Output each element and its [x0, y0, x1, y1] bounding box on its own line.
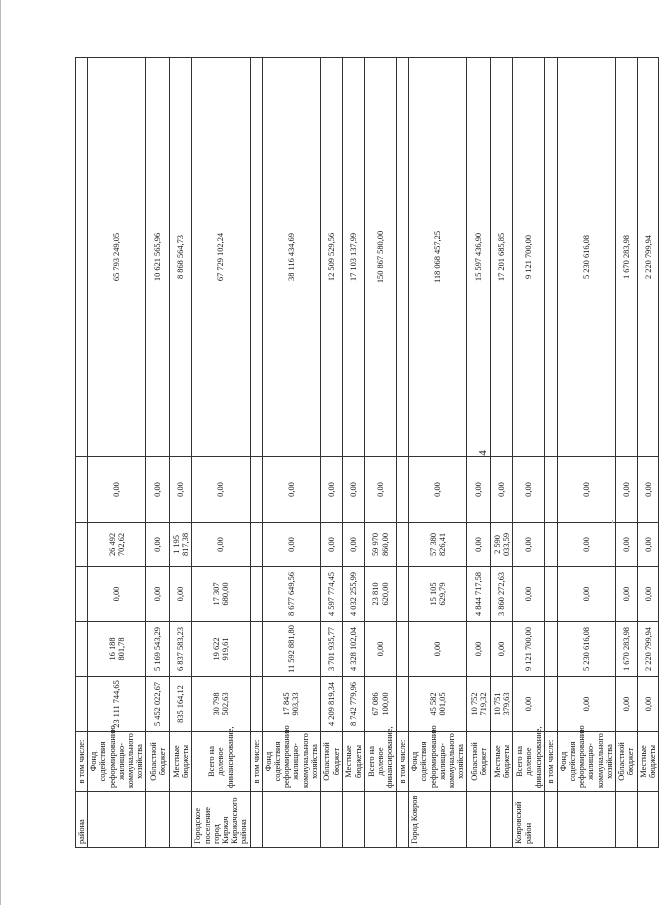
value-cell: 23 111 744,65 [88, 677, 146, 732]
value-cell: 5 452 022,67 [146, 677, 170, 732]
area-cell [170, 792, 192, 848]
value-cell: 4 209 819,34 [321, 677, 343, 732]
value-cell: 59 970 860,00 [365, 523, 397, 567]
value-cell: 8 742 779,96 [343, 677, 365, 732]
table-row [262, 58, 320, 848]
source-cell: Областной бюджет [146, 732, 170, 792]
value-cell: 15 597 436,90 [467, 58, 491, 457]
value-cell: 0,00 [409, 622, 467, 677]
area-cell [321, 792, 343, 848]
value-cell: 5 230 616,08 [557, 622, 615, 677]
value-cell: 3 860 272,63 [491, 567, 513, 622]
source-cell: Местные бюджеты [343, 732, 365, 792]
value-cell [76, 58, 88, 457]
value-cell [250, 523, 262, 567]
value-cell [397, 58, 409, 457]
value-cell: 0,00 [513, 567, 545, 622]
value-cell: 10 621 565,96 [146, 58, 170, 457]
area-cell [491, 792, 513, 848]
value-cell: 67 086 100,00 [365, 677, 397, 732]
value-cell: 0,00 [467, 622, 491, 677]
source-cell: Фонд содействия реформированию жилищно-коммунального хозяйства [262, 732, 320, 792]
value-cell [397, 457, 409, 523]
table-row [321, 58, 343, 848]
source-cell: Областной бюджет [615, 732, 637, 792]
source-cell: Фонд содействия реформированию жилищно-коммунального хозяйства [88, 732, 146, 792]
value-cell [76, 523, 88, 567]
scan-mark-dot [612, 520, 613, 523]
value-cell: 8 868 564,73 [170, 58, 192, 457]
source-cell: в том числе: [76, 732, 88, 792]
value-cell: 0,00 [615, 457, 637, 523]
source-cell: Всего на долевое финансирование, [192, 732, 250, 792]
value-cell: 118 068 457,25 [409, 58, 467, 457]
value-cell: 0,00 [557, 523, 615, 567]
area-cell [637, 792, 658, 848]
value-cell: 0,00 [513, 523, 545, 567]
value-cell [76, 457, 88, 523]
area-cell: Город Ковров [409, 792, 467, 848]
table-row [365, 58, 397, 848]
source-cell: в том числе: [397, 732, 409, 792]
value-cell: 3 701 935,77 [321, 622, 343, 677]
value-cell [250, 457, 262, 523]
table-body [76, 58, 659, 848]
value-cell: 0,00 [343, 457, 365, 523]
table-row [409, 58, 467, 848]
value-cell: 0,00 [146, 523, 170, 567]
area-cell [557, 792, 615, 848]
source-cell: Фонд содействия реформированию жилищно-коммунального хозяйства [409, 732, 467, 792]
area-cell [467, 792, 491, 848]
value-cell: 8 677 649,56 [262, 567, 320, 622]
table-row [491, 58, 513, 848]
value-cell [397, 523, 409, 567]
value-cell: 11 592 881,80 [262, 622, 320, 677]
value-cell: 1 670 283,98 [615, 622, 637, 677]
value-cell: 0,00 [365, 457, 397, 523]
table-row [250, 58, 262, 848]
source-cell: Местные бюджеты [491, 732, 513, 792]
value-cell: 0,00 [409, 457, 467, 523]
value-cell: 0,00 [321, 457, 343, 523]
table-row [397, 58, 409, 848]
value-cell: 10 752 719,32 [467, 677, 491, 732]
table-row [467, 58, 491, 848]
value-cell: 5 169 543,29 [146, 622, 170, 677]
value-cell: 4 328 102,04 [343, 622, 365, 677]
value-cell [545, 622, 557, 677]
value-cell: 30 798 502,63 [192, 677, 250, 732]
value-cell: 150 867 580,00 [365, 58, 397, 457]
value-cell: 0,00 [170, 567, 192, 622]
value-cell: 0,00 [88, 567, 146, 622]
area-cell [88, 792, 146, 848]
value-cell: 0,00 [637, 677, 658, 732]
value-cell [397, 567, 409, 622]
value-cell: 19 622 919,61 [192, 622, 250, 677]
value-cell: 15 105 629,79 [409, 567, 467, 622]
value-cell: 45 582 001,05 [409, 677, 467, 732]
source-cell: Местные бюджеты [637, 732, 658, 792]
value-cell: 17 201 685,85 [491, 58, 513, 457]
table-row [545, 58, 557, 848]
area-cell: Городское поселение город Киржач Киржачского района [192, 792, 250, 848]
value-cell: 0,00 [615, 523, 637, 567]
value-cell: 65 793 249,05 [88, 58, 146, 457]
scan-mark-left [0, 0, 1, 905]
value-cell: 0,00 [615, 677, 637, 732]
value-cell: 16 188 801,78 [88, 622, 146, 677]
value-cell: 5 230 616,08 [557, 58, 615, 457]
value-cell: 23 810 620,00 [365, 567, 397, 622]
value-cell: 0,00 [262, 457, 320, 523]
area-cell [262, 792, 320, 848]
table-row [557, 58, 615, 848]
source-cell: Областной бюджет [467, 732, 491, 792]
source-cell: Местные бюджеты [170, 732, 192, 792]
value-cell: 0,00 [343, 523, 365, 567]
value-cell [250, 58, 262, 457]
source-cell: Всего на долевое финансирование, [513, 732, 545, 792]
value-cell [545, 523, 557, 567]
value-cell: 1 195 817,38 [170, 523, 192, 567]
value-cell: 4 597 774,45 [321, 567, 343, 622]
area-cell [365, 792, 397, 848]
value-cell: 0,00 [467, 457, 491, 523]
value-cell: 0,00 [491, 457, 513, 523]
value-cell: 4 032 255,99 [343, 567, 365, 622]
value-cell: 0,00 [557, 567, 615, 622]
value-cell: 26 492 702,62 [88, 523, 146, 567]
table-row [513, 58, 545, 848]
table-row [170, 58, 192, 848]
value-cell: 17 307 680,00 [192, 567, 250, 622]
area-cell: Ковровский район [513, 792, 545, 848]
area-cell [615, 792, 637, 848]
value-cell: 0,00 [146, 457, 170, 523]
value-cell: 9 121 700,00 [513, 58, 545, 457]
value-cell: 2 220 799,94 [637, 58, 658, 457]
value-cell [250, 567, 262, 622]
value-cell: 10 751 379,63 [491, 677, 513, 732]
value-cell: 9 121 700,00 [513, 622, 545, 677]
value-cell: 17 845 903,33 [262, 677, 320, 732]
value-cell: 6 837 583,23 [170, 622, 192, 677]
value-cell: 0,00 [557, 677, 615, 732]
page-number: 4 [476, 450, 489, 456]
value-cell [76, 677, 88, 732]
value-cell: 0,00 [192, 523, 250, 567]
value-cell: 0,00 [88, 457, 146, 523]
value-cell: 67 729 102,24 [192, 58, 250, 457]
value-cell [545, 457, 557, 523]
area-cell [250, 792, 262, 848]
value-cell [76, 622, 88, 677]
value-cell: 0,00 [615, 567, 637, 622]
area-cell [397, 792, 409, 848]
value-cell: 0,00 [637, 567, 658, 622]
value-cell: 4 844 717,58 [467, 567, 491, 622]
value-cell [545, 677, 557, 732]
value-cell: 0,00 [513, 457, 545, 523]
value-cell: 2 590 033,59 [491, 523, 513, 567]
table-row [146, 58, 170, 848]
table-row [343, 58, 365, 848]
value-cell: 0,00 [637, 457, 658, 523]
source-cell: в том числе: [250, 732, 262, 792]
value-cell [250, 622, 262, 677]
table-row [76, 58, 88, 848]
source-cell: в том числе: [545, 732, 557, 792]
table-row [88, 58, 146, 848]
value-cell: 1 670 283,98 [615, 58, 637, 457]
value-cell: 17 103 137,99 [343, 58, 365, 457]
area-cell [343, 792, 365, 848]
rotated-table-container [75, 57, 658, 848]
value-cell [76, 567, 88, 622]
value-cell: 0,00 [637, 523, 658, 567]
value-cell: 0,00 [491, 622, 513, 677]
value-cell [545, 567, 557, 622]
area-cell [545, 792, 557, 848]
value-cell [397, 622, 409, 677]
source-cell: Фонд содействия реформированию жилищно-коммунального хозяйства [557, 732, 615, 792]
value-cell: 0,00 [365, 622, 397, 677]
value-cell: 38 116 434,69 [262, 58, 320, 457]
value-cell [250, 677, 262, 732]
source-cell: Областной бюджет [321, 732, 343, 792]
area-cell [146, 792, 170, 848]
value-cell: 835 164,12 [170, 677, 192, 732]
value-cell [545, 58, 557, 457]
value-cell: 0,00 [192, 457, 250, 523]
value-cell [397, 677, 409, 732]
value-cell: 0,00 [146, 567, 170, 622]
table-row [637, 58, 658, 848]
table-row [192, 58, 250, 848]
value-cell: 0,00 [557, 457, 615, 523]
value-cell: 2 220 799,94 [637, 622, 658, 677]
table-row [615, 58, 637, 848]
value-cell: 0,00 [321, 523, 343, 567]
financing-table [75, 57, 659, 848]
value-cell: 0,00 [170, 457, 192, 523]
value-cell: 0,00 [262, 523, 320, 567]
value-cell: 0,00 [513, 677, 545, 732]
value-cell: 0,00 [467, 523, 491, 567]
source-cell: Всего на долевое финансирование, [365, 732, 397, 792]
value-cell: 12 509 529,56 [321, 58, 343, 457]
area-cell: района [76, 792, 88, 848]
value-cell: 57 380 826,41 [409, 523, 467, 567]
